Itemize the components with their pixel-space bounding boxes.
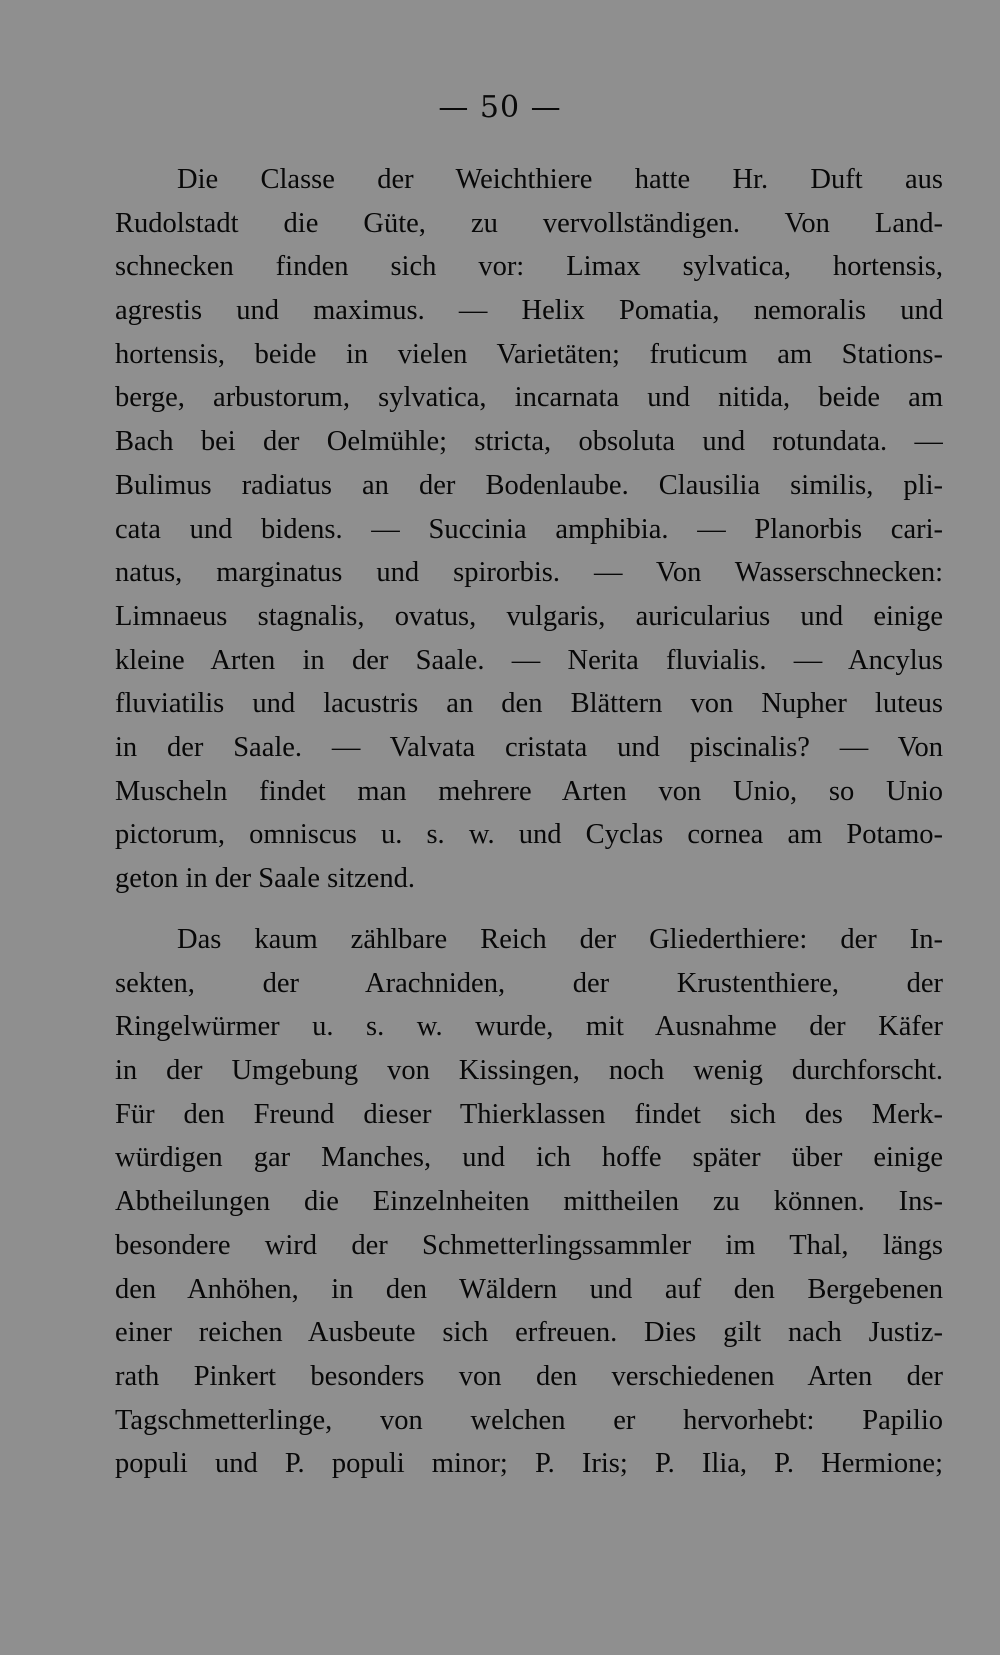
text-line: Die Classe der Weichthiere hatte Hr. Duft aus	[177, 164, 943, 195]
text-line: agrestis und maximus. — Helix Pomatia, nemoralis und	[115, 295, 943, 327]
text-line: einer reichen Ausbeute sich erfreuen. Dies gilt nach Justiz-	[115, 1317, 943, 1349]
paragraph-molluscs	[115, 158, 943, 901]
page-number: — 50 —	[438, 90, 562, 125]
text-line: kleine Arten in der Saale. — Nerita fluvialis. — Ancylus	[115, 644, 943, 676]
text-line: Limnaeus stagnalis, ovatus, vulgaris, auricularius und einige	[115, 600, 943, 632]
text-line: Für den Freund dieser Thierklassen findet sich des Merk-	[115, 1098, 943, 1130]
text-line: pictorum, omniscus u. s. w. und Cyclas cornea am Potamo-	[115, 819, 943, 851]
text-line: Bach bei der Oelmühle; stricta, obsoluta und rotundata. —	[115, 426, 943, 458]
paragraph-arthropods	[115, 918, 943, 1486]
text-line: Rudolstadt die Güte, zu vervollständigen. Von Land-	[115, 207, 943, 239]
text-line: berge, arbustorum, sylvatica, incarnata und nitida, beide am	[115, 382, 943, 414]
text-line: rath Pinkert besonders von den verschiedenen Arten der	[115, 1360, 943, 1392]
text-line: würdigen gar Manches, und ich hoffe später über einige	[115, 1142, 943, 1174]
text-line: populi und P. populi minor; P. Iris; P. Ilia, P. Hermione;	[115, 1448, 943, 1480]
text-line: fluviatilis und lacustris an den Blättern von Nupher luteus	[115, 688, 943, 720]
text-line: schnecken finden sich vor: Limax sylvatica, hortensis,	[115, 251, 943, 283]
text-line: Tagschmetterlinge, von welchen er hervorhebt: Papilio	[115, 1404, 943, 1436]
text-line: natus, marginatus und spirorbis. — Von Wasserschnecken:	[115, 557, 943, 589]
text-line: geton in der Saale sitzend.	[115, 863, 415, 894]
text-line: Das kaum zählbare Reich der Gliederthiere: der In-	[177, 924, 943, 955]
text-line: besondere wird der Schmetterlingssammler im Thal, längs	[115, 1229, 943, 1261]
text-line: Muscheln findet man mehrere Arten von Unio, so Unio	[115, 775, 943, 807]
text-line: in der Umgebung von Kissingen, noch wenig durchforscht.	[115, 1055, 943, 1087]
text-line: Bulimus radiatus an der Bodenlaube. Clausilia similis, pli-	[115, 469, 943, 501]
text-line: hortensis, beide in vielen Varietäten; fruticum am Stations-	[115, 338, 943, 370]
text-line: Ringelwürmer u. s. w. wurde, mit Ausnahme der Käfer	[115, 1011, 943, 1043]
text-line: sekten, der Arachniden, der Krustenthiere, der	[115, 967, 943, 999]
text-line: Abtheilungen die Einzelnheiten mittheilen zu können. Ins-	[115, 1186, 943, 1218]
text-line: cata und bidens. — Succinia amphibia. — Planorbis cari-	[115, 513, 943, 545]
text-line: den Anhöhen, in den Wäldern und auf den Bergebenen	[115, 1273, 943, 1305]
text-line: in der Saale. — Valvata cristata und piscinalis? — Von	[115, 731, 943, 763]
